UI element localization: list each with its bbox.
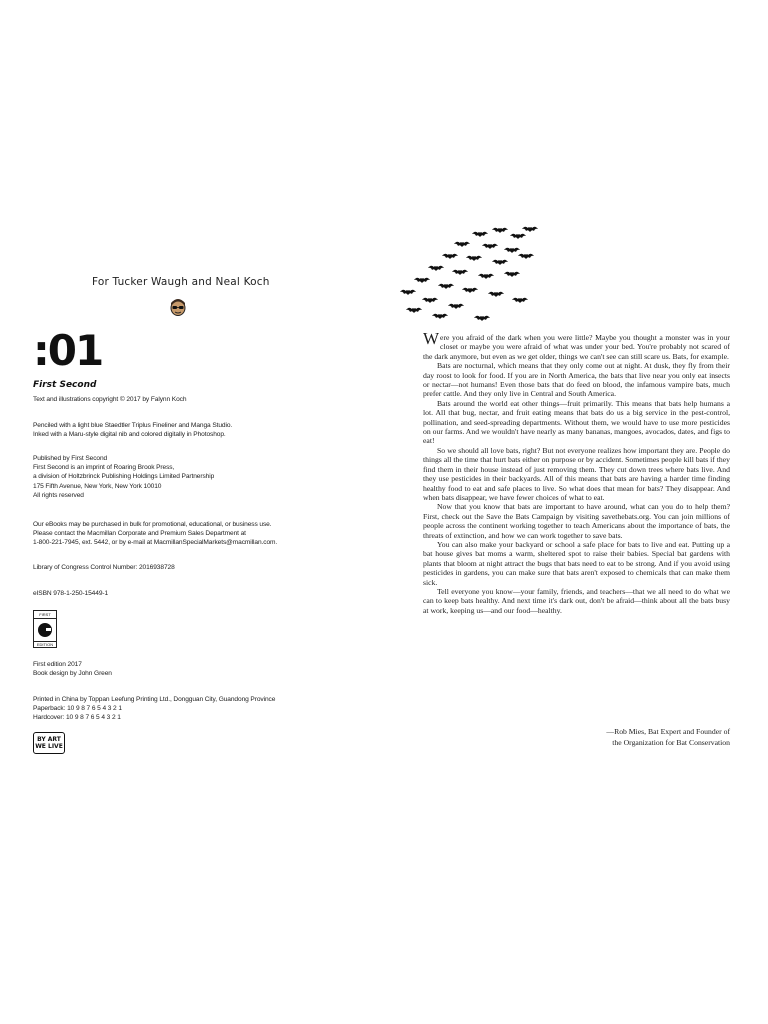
printing-line: Paperback: 10 9 8 7 6 5 4 3 2 1 [33, 705, 122, 713]
publisher-line: All rights reserved [33, 491, 84, 499]
badge-line: BY ART [37, 736, 61, 743]
printing-line: Hardcover: 10 9 8 7 6 5 4 3 2 1 [33, 714, 121, 722]
materials-line: Penciled with a light blue Staedtler Triplus Fineliner and Manga Studio. [33, 422, 233, 429]
copyright-block [33, 395, 293, 404]
foreword-paragraph: Bats around the world eat other things—fruit primarily. This means that bats help humans a lot. All that bug, nectar, and fruit eating means that bats do us a big service in the pest-control, pollination, and seed-spreading departments. Without them, we would have to use more pesticides on our farms. And we wouldn't have nearly as many bananas, mangoes, avocados, dates, and figs to eat! [423, 398, 730, 446]
publisher-logo: :01 [33, 326, 103, 375]
signature-line: the Organization for Bat Conservation [612, 737, 730, 747]
materials-block [33, 421, 293, 439]
first-edition-head-icon [34, 619, 56, 641]
publisher-line: First Second is an imprint of Roaring Brook Press, [33, 464, 175, 472]
lccn-line: Library of Congress Control Number: 2016938728 [33, 564, 175, 571]
edition-line: First edition 2017 [33, 661, 82, 668]
foreword-paragraph: Were you afraid of the dark when you were little? Maybe you thought a monster was in your closet or maybe you were afraid of what was under your bed. You're probably not scared of the dark anymore, but even as we get older, things we can't see can still scare us. Bats, for example. [423, 329, 730, 361]
publisher-line: Published by First Second [33, 455, 108, 462]
foreword-paragraph: Now that you know that bats are important to have around, what can you do to help them? First, check out the Save the Bats Campaign by visiting savethebats.org. You can join millions of people across the continent working together to teach Americans about the importance of bats, the threats of extinction, and how we can work together to save bats. [423, 502, 730, 540]
publisher-block [33, 454, 293, 500]
printing-block [33, 695, 293, 723]
foreword-signature [500, 727, 730, 748]
bulk-sales-line: Please contact the Macmillan Corporate and Premium Sales Department at [33, 530, 246, 538]
foreword-paragraph: Tell everyone you know—your family, friends, and teachers—that we all need to do what we can to keep bats healthy. And next time it's dark out, don't be afraid—think about all the bats busy at work, keeping us—and our food—healthy. [423, 586, 730, 615]
edition-line: Book design by John Green [33, 670, 112, 678]
foreword-paragraph: You can also make your backyard or school a safe place for bats to live and eat. Putting up a bat house gives bat moms a warm, sheltered spot to raise their babies. Special bat gardens with plants that bloom at night attract the bugs that bats need to eat to be strong. And if you avoid using pesticides in gardens, you can make sure that bats aren't exposed to chemicals that can make them sick. [423, 539, 730, 587]
dedication: For Tucker Waugh and Neal Koch [92, 276, 270, 288]
publisher-logo-caption: First Second [33, 380, 97, 390]
printing-line: Printed in China by Toppan Leefung Printing Ltd., Dongguan City, Guandong Province [33, 696, 276, 703]
signature-line: —Rob Mies, Bat Expert and Founder of [606, 727, 730, 736]
by-art-we-live-logo [33, 732, 65, 754]
first-edition-bottom: EDITION [34, 641, 56, 647]
drop-cap: W [423, 329, 440, 348]
edition-block [33, 660, 293, 678]
first-edition-top: FIRST [34, 611, 56, 619]
badge-line: WE LIVE [35, 743, 63, 750]
isbn-line: eISBN 978-1-250-15449-1 [33, 590, 109, 597]
foreword-paragraph: Bats are nocturnal, which means that they only come out at night. At dusk, they fly from their day roost to look for food. If you are in North America, the bats that live near you only eat insects or nectar—not humans! Even those bats that do feed on blood, the infamous vampire bats, much prefer cattle. And they only live in Central and South America. [423, 361, 730, 399]
foreword-paragraph: So we should all love bats, right? But not everyone realizes how important they are. People do things all the time that hurt bats either on purpose or by accident. Sometimes people kill bats if they find them in their house instead of just removing them. They cut down trees where bats live. And they use pesticides in their backyards. All of this means that bats are having a harder time finding healthy food to eat and safe places to live. So what does that mean for bats? They disappear. And when bats disappear, we have fewer choices of what to eat. [423, 445, 730, 502]
publisher-line: 175 Fifth Avenue, New York, New York 10010 [33, 482, 162, 490]
bulk-sales-line: Our eBooks may be purchased in bulk for promotional, educational, or business use. [33, 521, 272, 528]
first-edition-logo [33, 610, 57, 648]
foreword-text [423, 329, 730, 615]
bat-swarm-illustration [392, 226, 542, 330]
author-portrait-icon [169, 297, 187, 317]
materials-line: Inked with a Maru-style digital nib and colored digitally in Photoshop. [33, 431, 226, 439]
bulk-sales-block [33, 520, 293, 548]
lccn-block [33, 563, 293, 572]
copyright-line: Text and illustrations copyright © 2017 by Falynn Koch [33, 396, 187, 403]
isbn-block [33, 589, 293, 598]
publisher-line: a division of Holtzbrinck Publishing Holdings Limited Partnership [33, 473, 215, 481]
bulk-sales-line: 1-800-221-7945, ext. 5442, or by e-mail at MacmillanSpecialMarkets@macmillan.com. [33, 539, 278, 547]
